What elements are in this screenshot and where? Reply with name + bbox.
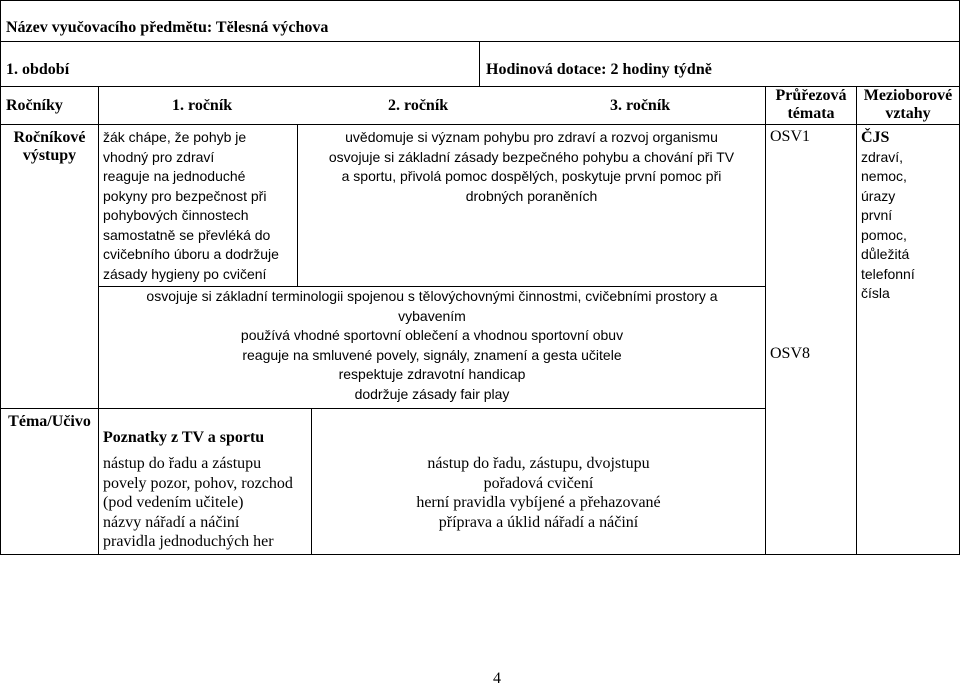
- output-line: uvědomuje si význam pohybu pro zdraví a rozvoj organismu: [345, 129, 718, 145]
- interdisciplinary-text: [861, 128, 915, 304]
- output-line: reaguje na jednoduché: [103, 168, 246, 184]
- cell-outputs-label: [0, 124, 99, 409]
- output-line: reaguje na smluvené povely, signály, znamení a gesta učitele: [242, 346, 622, 363]
- interdisciplinary-line: úrazy: [861, 187, 896, 204]
- page-number: 4: [493, 670, 501, 687]
- output-line: používá vhodné sportovní oblečení a vhodnou sportovní obuv: [240, 327, 624, 343]
- topic-line: herní pravidla vybíjené a přehazované: [416, 494, 661, 511]
- interdisciplinary-header-line2: vztahy: [885, 105, 931, 122]
- outputs-wide-text: [99, 287, 765, 404]
- topic-line: nástup do řadu, zástupu, dvojstupu: [427, 455, 650, 472]
- topic-line: pořadová cvičení: [483, 474, 594, 492]
- outputs-left-text: [103, 128, 279, 284]
- topic-label: Téma/Učivo: [8, 413, 91, 430]
- cross-topic-osv1: OSV1: [770, 128, 811, 145]
- interdisciplinary-line: čísla: [861, 285, 890, 301]
- output-line: drobných poraněních: [465, 187, 598, 204]
- topic-line: nástup do řadu a zástupu: [103, 455, 262, 472]
- output-line: pohybových činnostech: [103, 207, 249, 223]
- topic-heading: Poznatky z TV a sportu: [103, 429, 265, 446]
- interdisciplinary-line: zdraví,: [861, 148, 904, 165]
- interdisciplinary-line: nemoc,: [861, 168, 907, 184]
- output-line: vybavením: [398, 307, 466, 324]
- output-line: osvojuje si základní terminologii spojenou s tělovýchovnými činnostmi, cvičebními prostory a: [146, 288, 718, 304]
- interdisciplinary-line: pomoc,: [861, 226, 907, 243]
- output-line: dodržuje zásady fair play: [354, 385, 510, 402]
- output-line: osvojuje si základní zásady bezpečného pohybu a chování při TV: [328, 148, 735, 165]
- output-line: zásady hygieny po cvičení: [103, 265, 267, 282]
- topic-left-text: [103, 454, 293, 552]
- interdisciplinary-line: telefonní: [861, 265, 915, 282]
- output-line: respektuje zdravotní handicap: [338, 366, 526, 382]
- interdisciplinary-line: důležitá: [861, 246, 910, 262]
- output-line: cvičebního úboru a dodržuje: [103, 246, 279, 262]
- output-line: žák chápe, že pohyb je: [103, 129, 247, 145]
- outputs-right-text: [298, 128, 765, 206]
- cell-cross-topics: [765, 124, 857, 555]
- cross-topic-osv8: OSV8: [770, 345, 811, 362]
- outputs-label: [1, 129, 98, 165]
- interdisciplinary-header: [857, 87, 959, 123]
- outputs-label-line1: Ročníkové: [13, 129, 86, 146]
- grade-2: 2. ročník: [388, 97, 449, 114]
- topic-line: názvy nářadí a náčiní: [103, 513, 240, 531]
- topic-line: pravidla jednoduchých her: [103, 533, 274, 550]
- grades-label: Ročníky: [6, 97, 63, 114]
- cross-topics-header-line2: témata: [787, 105, 835, 122]
- interdisciplinary-line: ČJS: [861, 129, 890, 146]
- outputs-label-line2: výstupy: [22, 147, 77, 164]
- interdisciplinary-line: první: [861, 207, 893, 223]
- grade-1: 1. ročník: [172, 97, 233, 114]
- topic-right-text: [312, 454, 765, 532]
- topic-line: (pod vedením učitele): [103, 494, 244, 511]
- output-line: samostatně se převléká do: [103, 226, 271, 243]
- cross-topics-header-line1: Průřezová: [775, 87, 847, 104]
- grade-3: 3. ročník: [610, 97, 671, 114]
- output-line: vhodný pro zdraví: [103, 148, 215, 165]
- hours-label: Hodinová dotace: 2 hodiny týdně: [486, 61, 712, 78]
- period-label: 1. období: [6, 61, 70, 78]
- row-period: [0, 41, 480, 87]
- output-line: a sportu, přivolá pomoc dospělých, poskytuje první pomoc při: [341, 168, 722, 184]
- cross-topics-header: [766, 87, 856, 123]
- output-line: pokyny pro bezpečnost při: [103, 187, 267, 204]
- topic-line: povely pozor, pohov, rozchod: [103, 474, 293, 492]
- interdisciplinary-header-line1: Mezioborové: [863, 87, 953, 104]
- subject-title: Název vyučovacího předmětu: Tělesná výchova: [6, 19, 329, 36]
- topic-line: příprava a úklid nářadí a náčiní: [438, 513, 639, 531]
